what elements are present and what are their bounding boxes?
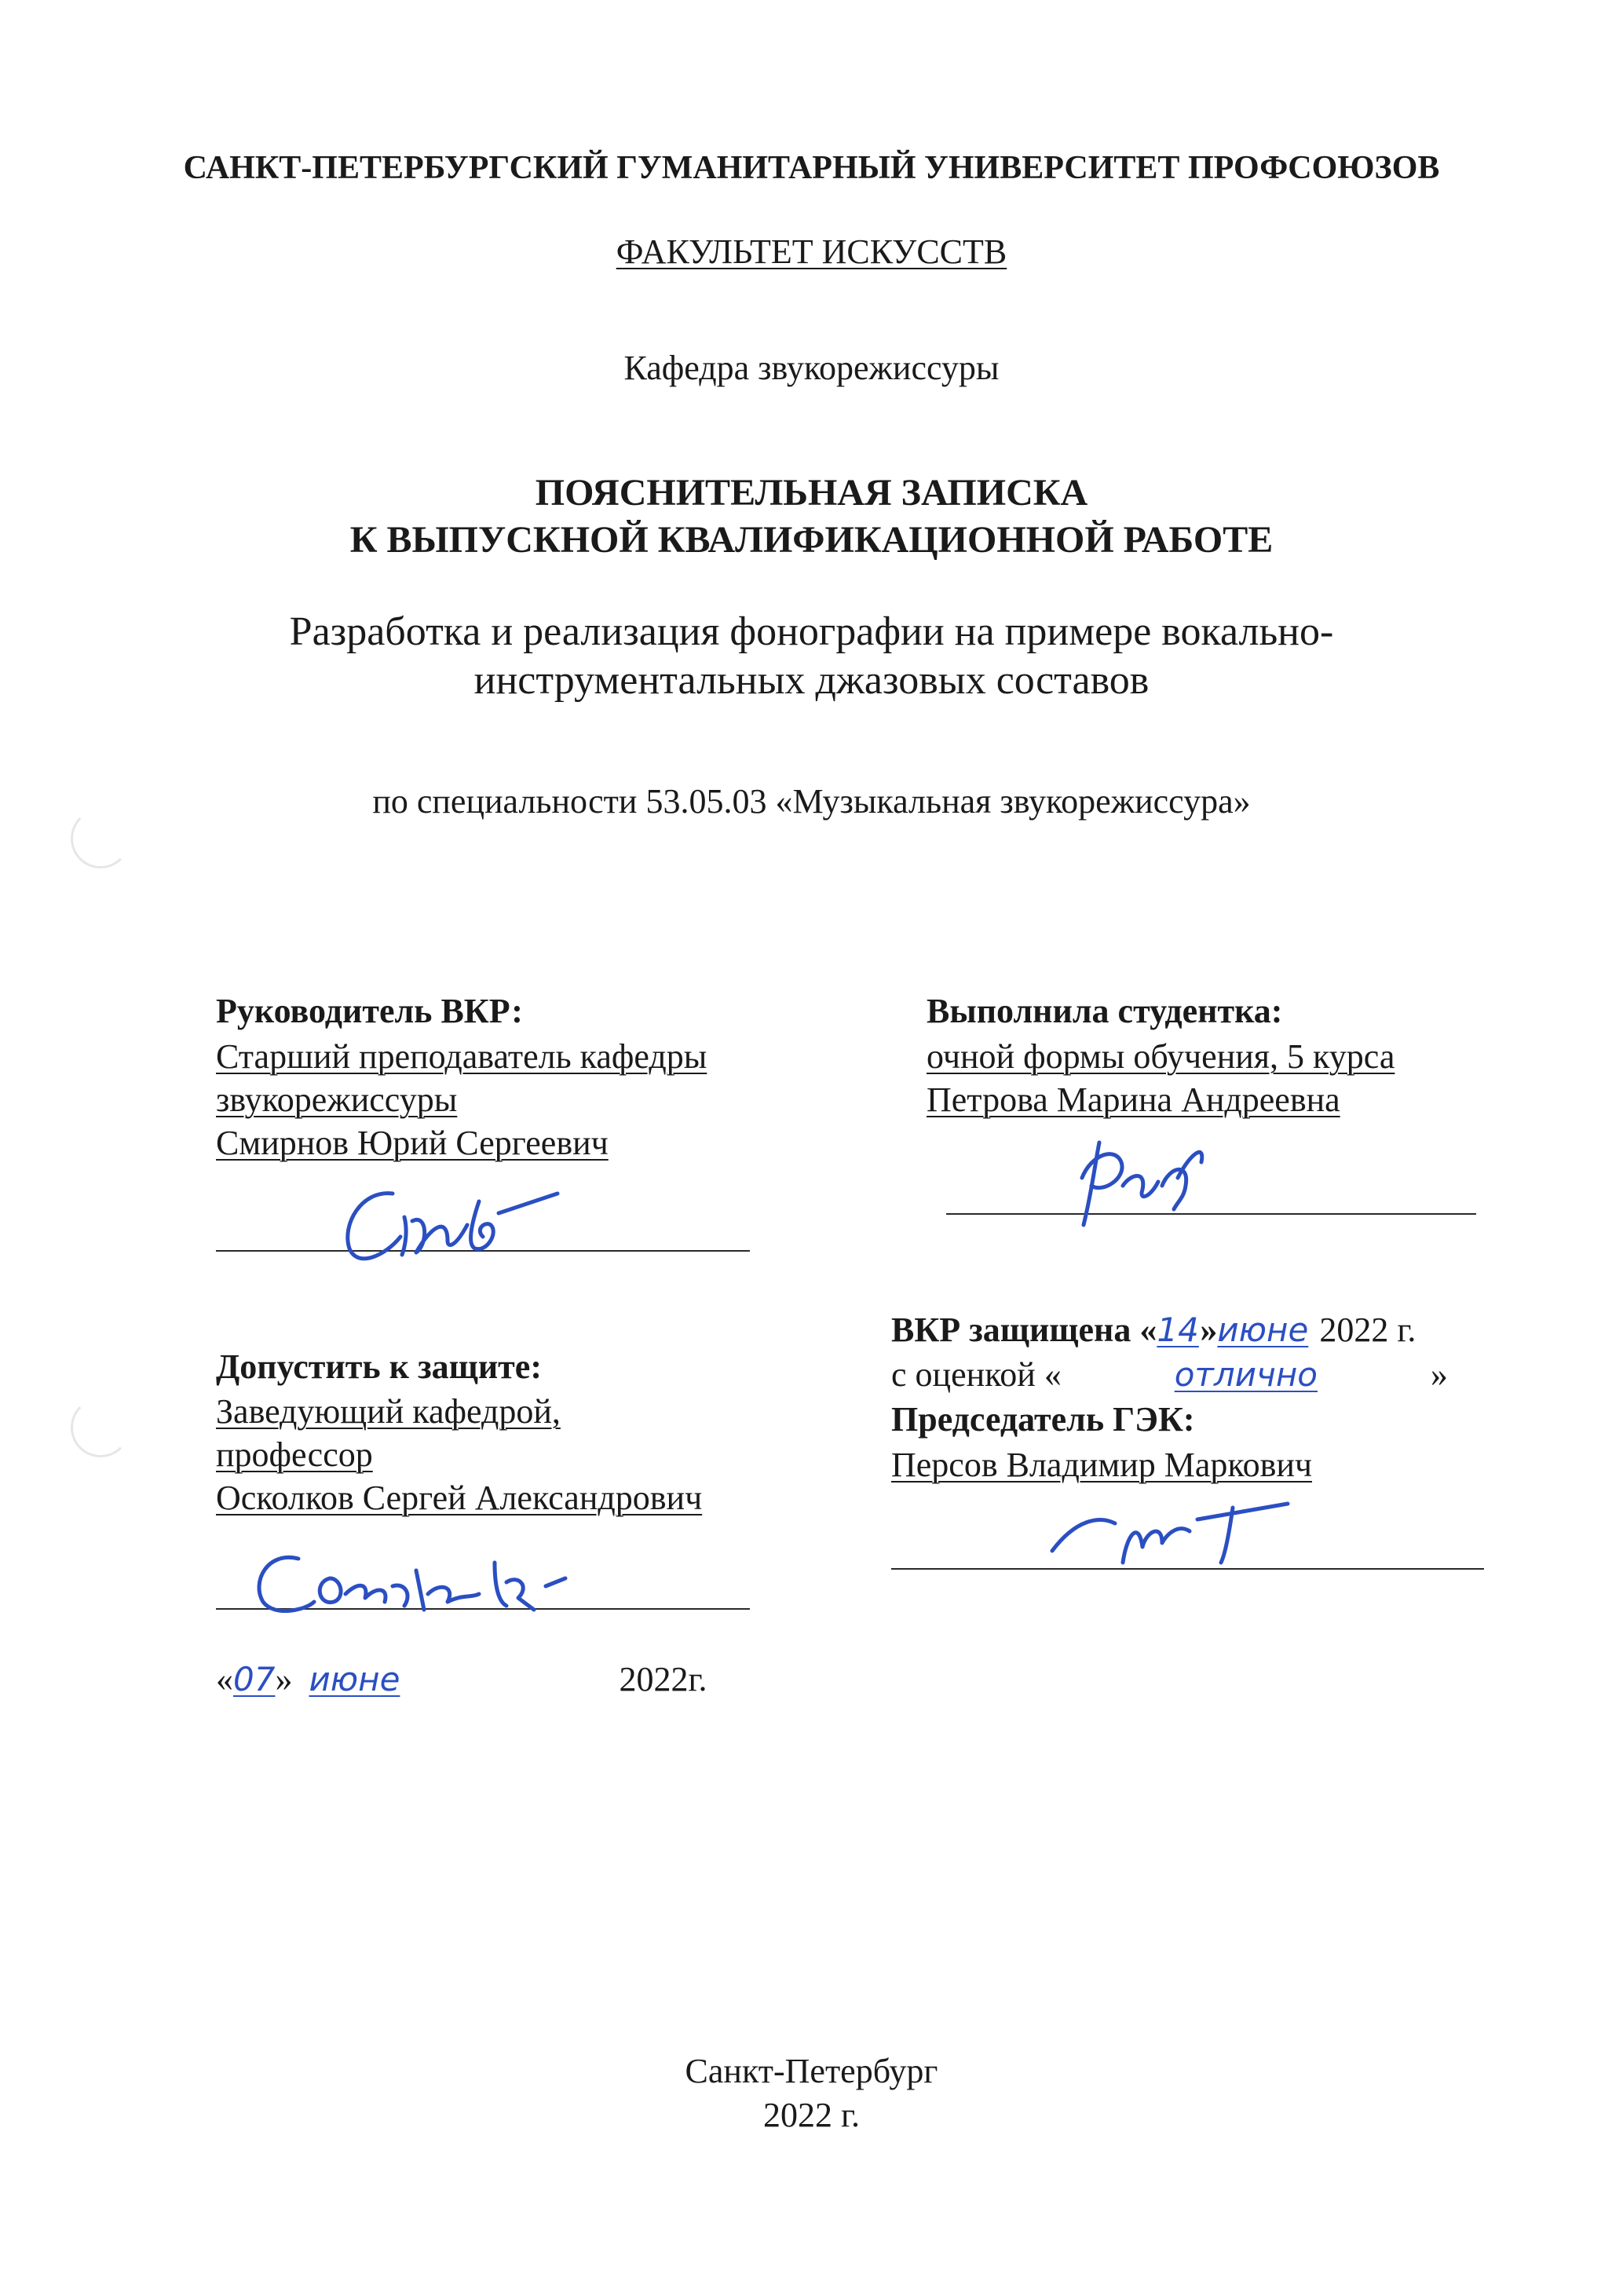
- footer-year: 2022 г.: [762, 2096, 861, 2134]
- supervisor-position-line2: звукорежиссуры: [216, 1080, 458, 1119]
- admission-position-line2: профессор: [216, 1435, 373, 1474]
- document-title-line1: ПОЯСНИТЕЛЬНАЯ ЗАПИСКА: [535, 472, 1088, 514]
- faculty-name-text: ФАКУЛЬТЕТ ИСКУССТВ: [616, 232, 1007, 271]
- chair-heading: Председатель ГЭК:: [891, 1400, 1195, 1439]
- admission-date-close: »: [275, 1660, 293, 1698]
- admission-name: Осколков Сергей Александрович: [216, 1479, 703, 1517]
- defense-grade-close: »: [1430, 1355, 1448, 1394]
- chair-name: Персов Владимир Маркович: [891, 1446, 1313, 1484]
- admission-heading: Допустить к защите:: [216, 1347, 542, 1386]
- specialty: по специальности 53.05.03 «Музыкальная звукорежиссура»: [372, 782, 1251, 821]
- student-signature: [1060, 1131, 1217, 1241]
- admission-date-day: 07: [233, 1660, 276, 1698]
- defense-day: 14: [1157, 1311, 1199, 1349]
- defense-month: июне: [1217, 1311, 1309, 1349]
- supervisor-position-line1: Старший преподаватель кафедры: [216, 1037, 707, 1076]
- admission-position-line1: Заведующий кафедрой,: [216, 1392, 561, 1431]
- chair-signature: [1044, 1488, 1296, 1574]
- document-title-line2: К ВЫПУСКНОЙ КВАЛИФИКАЦИОННОЙ РАБОТЕ: [349, 519, 1274, 561]
- faculty-name: [0, 232, 1623, 272]
- defense-year: 2022 г.: [1319, 1311, 1416, 1349]
- student-heading: Выполнила студентка:: [927, 992, 1283, 1030]
- defense-label: ВКР защищена «: [891, 1311, 1157, 1349]
- defense-grade-label: с оценкой «: [891, 1355, 1062, 1394]
- admission-date-month: июне: [309, 1660, 400, 1698]
- supervisor-signature: [330, 1170, 565, 1272]
- student-info: очной формы обучения, 5 курса: [927, 1037, 1395, 1076]
- student-name: Петрова Марина Андреевна: [927, 1080, 1340, 1119]
- defense-grade-value: отлично: [1174, 1355, 1318, 1394]
- defense-mid: »: [1200, 1311, 1218, 1349]
- admission-date: [216, 1659, 707, 1699]
- defense-date: [891, 1310, 1416, 1350]
- admission-signature: [236, 1539, 707, 1625]
- supervisor-name: Смирнов Юрий Сергеевич: [216, 1124, 609, 1162]
- defense-grade: [891, 1355, 1448, 1395]
- department-name: Кафедра звукорежиссуры: [623, 349, 1000, 387]
- topic-line1: Разработка и реализация фонографии на примере вокально-: [289, 609, 1334, 654]
- university-name: САНКТ-ПЕТЕРБУРГСКИЙ ГУМАНИТАРНЫЙ УНИВЕРСИТЕТ ПРОФСОЮЗОВ: [183, 150, 1440, 186]
- topic-line2: инструментальных джазовых составов: [473, 658, 1150, 703]
- admission-date-open: «: [216, 1660, 233, 1698]
- supervisor-heading: Руководитель ВКР:: [216, 992, 523, 1030]
- punch-hole-mark: [71, 1398, 130, 1457]
- footer-city: Санкт-Петербург: [685, 2052, 938, 2090]
- admission-date-year: 2022г.: [619, 1660, 707, 1698]
